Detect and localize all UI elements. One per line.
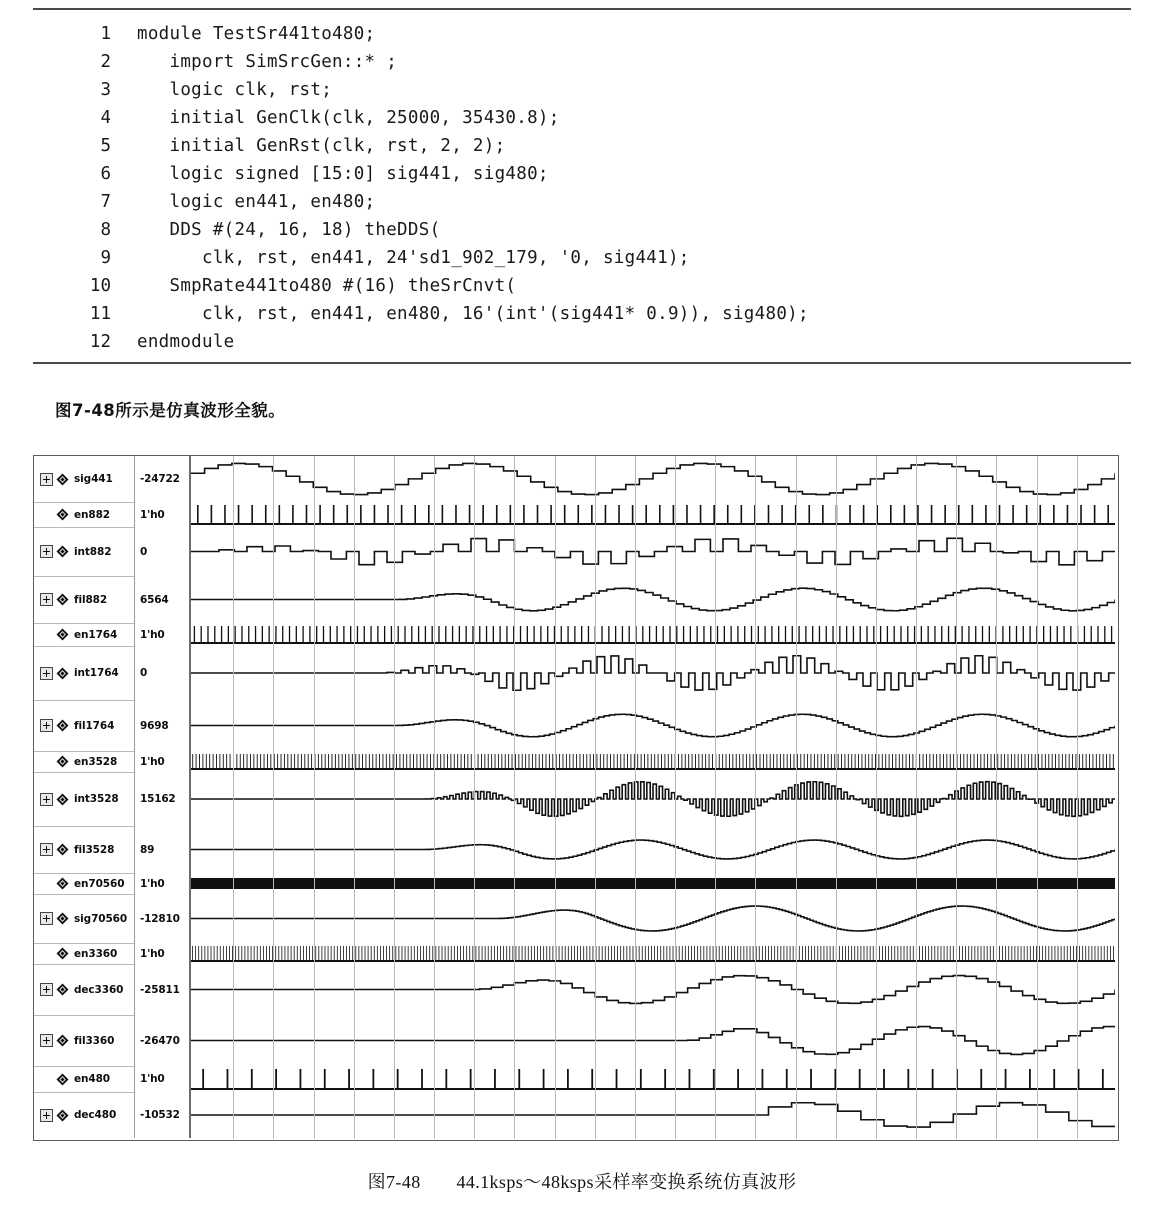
code-line bbox=[33, 160, 1131, 188]
signal-name-label: sig70560 bbox=[74, 912, 128, 925]
signal-value-label: 9698 bbox=[140, 719, 169, 732]
signal-name-cell[interactable] bbox=[34, 826, 135, 873]
signal-name-label: en70560 bbox=[74, 877, 125, 890]
waveform-trace-int1764 bbox=[191, 646, 1115, 700]
waveform-row[interactable] bbox=[34, 527, 1118, 576]
waveform-row[interactable] bbox=[34, 646, 1118, 700]
expand-plus-icon[interactable] bbox=[40, 912, 53, 925]
code-line-number: 8 bbox=[100, 220, 111, 240]
signal-diamond-icon bbox=[56, 628, 69, 641]
signal-value-label: -25811 bbox=[140, 983, 180, 996]
signal-diamond-icon bbox=[56, 508, 69, 521]
signal-value-cell bbox=[135, 873, 191, 894]
signal-value-cell bbox=[135, 751, 191, 772]
signal-wave-cell[interactable] bbox=[191, 502, 1118, 527]
code-line-number: 12 bbox=[89, 332, 111, 352]
signal-name-label: en3528 bbox=[74, 755, 118, 768]
code-line-text: logic clk, rst; bbox=[137, 80, 333, 100]
signal-value-label: 1'h0 bbox=[140, 628, 165, 641]
waveform-row[interactable] bbox=[34, 456, 1118, 502]
code-line bbox=[33, 76, 1131, 104]
signal-name-label: en1764 bbox=[74, 628, 118, 641]
waveform-trace-en480 bbox=[191, 1066, 1115, 1092]
waveform-row[interactable] bbox=[34, 873, 1118, 894]
signal-value-cell bbox=[135, 623, 191, 646]
signal-name-cell[interactable] bbox=[34, 1015, 135, 1066]
signal-wave-cell[interactable] bbox=[191, 1066, 1118, 1092]
signal-wave-cell[interactable] bbox=[191, 894, 1118, 943]
signal-name-cell[interactable] bbox=[34, 894, 135, 943]
signal-name-cell[interactable] bbox=[34, 502, 135, 527]
signal-name-label: fil882 bbox=[74, 593, 108, 606]
waveform-row[interactable] bbox=[34, 826, 1118, 873]
figure-caption-label: 图7-48 bbox=[367, 1172, 421, 1192]
signal-diamond-icon bbox=[56, 843, 69, 856]
waveform-row[interactable] bbox=[34, 502, 1118, 527]
expand-plus-icon[interactable] bbox=[40, 593, 53, 606]
signal-diamond-icon bbox=[56, 593, 69, 606]
signal-wave-cell[interactable] bbox=[191, 527, 1118, 576]
signal-value-cell bbox=[135, 456, 191, 502]
waveform-trace-int3528 bbox=[191, 772, 1115, 826]
code-line bbox=[33, 216, 1131, 244]
signal-name-label: fil1764 bbox=[74, 719, 115, 732]
code-line-number: 6 bbox=[100, 164, 111, 184]
signal-value-label: -12810 bbox=[140, 912, 180, 925]
body-paragraph: 图7-48所示是仿真波形全貌。 bbox=[55, 401, 286, 420]
code-line-text: import SimSrcGen::* ; bbox=[137, 52, 398, 72]
expand-plus-icon[interactable] bbox=[40, 1109, 53, 1122]
code-line bbox=[33, 244, 1131, 272]
code-line-text: logic en441, en480; bbox=[137, 192, 376, 212]
waveform-row[interactable] bbox=[34, 1066, 1118, 1092]
waveform-trace-en882 bbox=[191, 502, 1115, 527]
signal-name-label: en3360 bbox=[74, 947, 118, 960]
signal-name-label: fil3360 bbox=[74, 1034, 115, 1047]
signal-value-cell bbox=[135, 894, 191, 943]
signal-value-label: 1'h0 bbox=[140, 1073, 165, 1085]
signal-diamond-icon bbox=[56, 947, 69, 960]
signal-name-label: int1764 bbox=[74, 667, 119, 679]
code-line-number: 1 bbox=[100, 24, 111, 44]
waveform-row[interactable] bbox=[34, 1015, 1118, 1066]
signal-value-cell bbox=[135, 1066, 191, 1092]
signal-name-cell[interactable] bbox=[34, 751, 135, 772]
signal-value-label: -24722 bbox=[140, 473, 180, 485]
signal-name-cell[interactable] bbox=[34, 772, 135, 826]
signal-value-label: 1'h0 bbox=[140, 877, 165, 890]
waveform-row[interactable] bbox=[34, 700, 1118, 751]
waveform-viewer-panel[interactable] bbox=[33, 455, 1119, 1141]
signal-name-label: int3528 bbox=[74, 793, 119, 805]
waveform-row[interactable] bbox=[34, 1092, 1118, 1138]
signal-wave-cell[interactable] bbox=[191, 873, 1118, 894]
signal-value-label: 1'h0 bbox=[140, 755, 165, 768]
signal-diamond-icon bbox=[56, 793, 69, 806]
figure-caption-title: 44.1ksps～48ksps采样率变换系统仿真波形 bbox=[456, 1172, 797, 1192]
signal-diamond-icon bbox=[56, 912, 69, 925]
waveform-trace-sig70560 bbox=[191, 894, 1115, 943]
signal-value-label: 6564 bbox=[140, 593, 169, 606]
waveform-row[interactable] bbox=[34, 943, 1118, 964]
signal-wave-cell[interactable] bbox=[191, 751, 1118, 772]
signal-name-cell[interactable] bbox=[34, 527, 135, 576]
waveform-trace-en1764 bbox=[191, 623, 1115, 646]
signal-name-label: sig441 bbox=[74, 473, 113, 485]
signal-value-label: -10532 bbox=[140, 1109, 180, 1121]
signal-name-label: en882 bbox=[74, 508, 111, 521]
signal-value-cell bbox=[135, 527, 191, 576]
code-lines-container bbox=[33, 20, 1131, 356]
waveform-row[interactable] bbox=[34, 964, 1118, 1015]
signal-diamond-icon bbox=[56, 983, 69, 996]
code-line-number: 10 bbox=[89, 276, 111, 296]
signal-value-cell bbox=[135, 576, 191, 623]
signal-wave-cell[interactable] bbox=[191, 576, 1118, 623]
signal-name-label: dec3360 bbox=[74, 983, 124, 996]
expand-plus-icon[interactable] bbox=[40, 545, 53, 558]
expand-plus-icon[interactable] bbox=[40, 843, 53, 856]
code-line-text: initial GenClk(clk, 25000, 35430.8); bbox=[137, 108, 560, 128]
signal-name-cell[interactable] bbox=[34, 576, 135, 623]
signal-name-cell[interactable] bbox=[34, 1092, 135, 1138]
waveform-row[interactable] bbox=[34, 576, 1118, 623]
waveform-trace-en3360 bbox=[191, 943, 1115, 964]
signal-wave-cell[interactable] bbox=[191, 1015, 1118, 1066]
signal-value-label: 0 bbox=[140, 667, 148, 679]
expand-plus-icon[interactable] bbox=[40, 719, 53, 732]
code-line bbox=[33, 188, 1131, 216]
signal-name-cell[interactable] bbox=[34, 964, 135, 1015]
waveform-trace-int882 bbox=[191, 527, 1115, 576]
signal-name-label: fil3528 bbox=[74, 843, 115, 856]
code-line-number: 5 bbox=[100, 136, 111, 156]
signal-wave-cell[interactable] bbox=[191, 1092, 1118, 1138]
signal-wave-cell[interactable] bbox=[191, 646, 1118, 700]
signal-value-label: 0 bbox=[140, 545, 148, 558]
expand-plus-icon[interactable] bbox=[40, 667, 53, 680]
code-line-text: clk, rst, en441, 24'sd1_902_179, '0, sig441); bbox=[137, 248, 690, 268]
code-line-text: logic signed [15:0] sig441, sig480; bbox=[137, 164, 549, 184]
signal-name-cell[interactable] bbox=[34, 873, 135, 894]
signal-diamond-icon bbox=[56, 1073, 69, 1086]
signal-name-label: dec480 bbox=[74, 1109, 117, 1121]
signal-value-label: -26470 bbox=[140, 1034, 180, 1047]
signal-value-label: 1'h0 bbox=[140, 947, 165, 960]
signal-value-label: 89 bbox=[140, 843, 155, 856]
signal-name-cell[interactable] bbox=[34, 700, 135, 751]
signal-diamond-icon bbox=[56, 1034, 69, 1047]
waveform-trace-fil882 bbox=[191, 576, 1115, 623]
code-line-number: 4 bbox=[100, 108, 111, 128]
waveform-trace-sig441 bbox=[191, 456, 1115, 502]
expand-plus-icon[interactable] bbox=[40, 473, 53, 486]
code-line-text: SmpRate441to480 #(16) theSrCnvt( bbox=[137, 276, 517, 296]
figure-caption bbox=[0, 1168, 1164, 1194]
waveform-row[interactable] bbox=[34, 623, 1118, 646]
signal-diamond-icon bbox=[56, 719, 69, 732]
waveform-row[interactable] bbox=[34, 751, 1118, 772]
signal-wave-cell[interactable] bbox=[191, 772, 1118, 826]
code-line bbox=[33, 48, 1131, 76]
signal-wave-cell[interactable] bbox=[191, 964, 1118, 1015]
expand-plus-icon[interactable] bbox=[40, 983, 53, 996]
code-line-text: initial GenRst(clk, rst, 2, 2); bbox=[137, 136, 506, 156]
signal-wave-cell[interactable] bbox=[191, 943, 1118, 964]
signal-name-cell[interactable] bbox=[34, 1066, 135, 1092]
signal-diamond-icon bbox=[56, 545, 69, 558]
waveform-trace-en3528 bbox=[191, 751, 1115, 772]
signal-diamond-icon bbox=[56, 667, 69, 680]
signal-value-cell bbox=[135, 646, 191, 700]
expand-plus-icon[interactable] bbox=[40, 1034, 53, 1047]
signal-value-cell bbox=[135, 502, 191, 527]
waveform-row[interactable] bbox=[34, 894, 1118, 943]
signal-value-cell bbox=[135, 826, 191, 873]
code-line bbox=[33, 300, 1131, 328]
signal-diamond-icon bbox=[56, 755, 69, 768]
signal-value-cell bbox=[135, 772, 191, 826]
waveform-row[interactable] bbox=[34, 772, 1118, 826]
code-line-number: 11 bbox=[89, 304, 111, 324]
code-line-text: endmodule bbox=[137, 332, 235, 352]
code-line bbox=[33, 104, 1131, 132]
code-line-number: 2 bbox=[100, 52, 111, 72]
waveform-trace-en70560 bbox=[191, 873, 1115, 894]
waveform-trace-fil3360 bbox=[191, 1015, 1115, 1066]
signal-diamond-icon bbox=[56, 877, 69, 890]
signal-wave-cell[interactable] bbox=[191, 700, 1118, 751]
signal-wave-cell[interactable] bbox=[191, 456, 1118, 502]
code-rule-top bbox=[33, 8, 1131, 10]
signal-value-cell bbox=[135, 700, 191, 751]
signal-name-cell[interactable] bbox=[34, 456, 135, 502]
signal-diamond-icon bbox=[56, 1109, 69, 1122]
waveform-trace-fil3528 bbox=[191, 826, 1115, 873]
code-line-number: 7 bbox=[100, 192, 111, 212]
code-line-text: clk, rst, en441, en480, 16'(int'(sig441* 0.9)), sig480); bbox=[137, 304, 809, 324]
signal-value-label: 1'h0 bbox=[140, 508, 165, 521]
code-rule-bottom bbox=[33, 362, 1131, 364]
code-line-number: 9 bbox=[100, 248, 111, 268]
signal-wave-cell[interactable] bbox=[191, 826, 1118, 873]
expand-plus-icon[interactable] bbox=[40, 793, 53, 806]
waveform-trace-fil1764 bbox=[191, 700, 1115, 751]
signal-name-label: int882 bbox=[74, 545, 112, 558]
signal-name-label: en480 bbox=[74, 1073, 111, 1085]
signal-value-cell bbox=[135, 1015, 191, 1066]
code-line-text: module TestSr441to480; bbox=[137, 24, 376, 44]
signal-value-cell bbox=[135, 943, 191, 964]
signal-value-cell bbox=[135, 1092, 191, 1138]
signal-name-cell[interactable] bbox=[34, 623, 135, 646]
code-line bbox=[33, 328, 1131, 356]
waveform-trace-dec3360 bbox=[191, 964, 1115, 1015]
code-line-number: 3 bbox=[100, 80, 111, 100]
signal-name-cell[interactable] bbox=[34, 646, 135, 700]
signal-diamond-icon bbox=[56, 473, 69, 486]
signal-value-cell bbox=[135, 964, 191, 1015]
signal-name-cell[interactable] bbox=[34, 943, 135, 964]
waveform-trace-dec480 bbox=[191, 1092, 1115, 1138]
code-listing bbox=[33, 8, 1131, 364]
code-line bbox=[33, 272, 1131, 300]
code-line bbox=[33, 132, 1131, 160]
signal-value-label: 15162 bbox=[140, 793, 176, 805]
code-line bbox=[33, 20, 1131, 48]
code-line-text: DDS #(24, 16, 18) theDDS( bbox=[137, 220, 441, 240]
waveform-rows-container bbox=[34, 456, 1118, 1140]
signal-wave-cell[interactable] bbox=[191, 623, 1118, 646]
